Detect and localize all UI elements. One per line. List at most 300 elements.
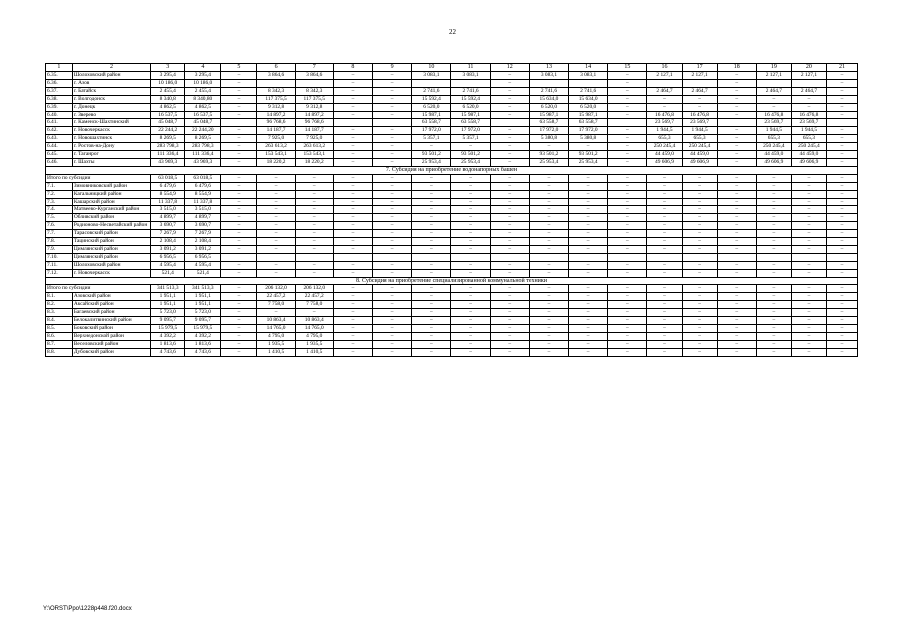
value-cell (608, 119, 647, 127)
value-cell (682, 253, 717, 261)
value-cell: – (717, 198, 756, 206)
value-cell: – (373, 309, 412, 317)
value-cell: 93 501,2 (412, 151, 451, 159)
value-cell: 111 336,4 (151, 151, 185, 159)
value-cell: – (333, 214, 372, 222)
value-cell: 93 501,2 (569, 151, 608, 159)
value-cell: – (791, 245, 826, 253)
value-cell: 16 476,8 (682, 111, 717, 119)
value-cell: – (647, 293, 682, 301)
value-cell: – (333, 293, 372, 301)
value-cell (490, 119, 529, 127)
value-cell: – (490, 269, 529, 277)
value-cell: 7 267,9 (185, 230, 221, 238)
row-number-cell: 6.44. (46, 143, 73, 151)
value-cell: 1 951,1 (151, 301, 185, 309)
value-cell: – (373, 174, 412, 182)
page-number: 22 (449, 28, 456, 36)
value-cell: – (221, 261, 257, 269)
value-cell: – (373, 182, 412, 190)
value-cell: – (791, 325, 826, 333)
column-number-cell: 21 (826, 64, 857, 72)
value-cell: 117 375,5 (295, 95, 333, 103)
value-cell: – (647, 245, 682, 253)
value-cell: 3 083,1 (451, 72, 490, 80)
value-cell: – (756, 190, 791, 198)
section-header-row (46, 277, 858, 285)
value-cell: 6 479,6 (185, 182, 221, 190)
value-cell: – (647, 214, 682, 222)
value-cell: – (257, 238, 295, 246)
value-cell: – (257, 190, 295, 198)
value-cell: – (221, 332, 257, 340)
value-cell: – (682, 206, 717, 214)
value-cell: 15 987,1 (412, 111, 451, 119)
value-cell: 9 312,8 (295, 103, 333, 111)
value-cell: 63 558,7 (451, 119, 490, 127)
value-cell: – (490, 340, 529, 348)
row-number-cell: 8.1. (46, 293, 73, 301)
column-number-cell: 16 (647, 64, 682, 72)
value-cell: 8 269,5 (151, 135, 185, 143)
value-cell: – (647, 261, 682, 269)
value-cell: 2 741,6 (451, 87, 490, 95)
value-cell: – (295, 182, 333, 190)
value-cell: 1 951,1 (185, 301, 221, 309)
value-cell: – (717, 182, 756, 190)
row-number-cell: 6.38. (46, 95, 73, 103)
municipality-name-cell: Цимлянский район (72, 245, 150, 253)
value-cell: – (717, 238, 756, 246)
value-cell: 111 336,4 (185, 151, 221, 159)
value-cell: 23 569,7 (682, 119, 717, 127)
subtotal-row (46, 285, 858, 293)
value-cell: 8 340,8 (151, 95, 185, 103)
value-cell: – (333, 222, 372, 230)
row-number-cell: 7.5. (46, 214, 73, 222)
value-cell: 2 127,1 (647, 72, 682, 80)
value-cell (529, 253, 568, 261)
value-cell: – (826, 238, 857, 246)
value-cell: – (647, 340, 682, 348)
value-cell: – (791, 238, 826, 246)
value-cell: 3 864,6 (295, 72, 333, 80)
municipality-name-cell: Родионово-Несветайский район (72, 222, 150, 230)
value-cell: – (826, 190, 857, 198)
value-cell: – (529, 198, 568, 206)
value-cell: – (373, 261, 412, 269)
value-cell: – (647, 198, 682, 206)
value-cell: – (791, 285, 826, 293)
column-number-cell: 6 (257, 64, 295, 72)
value-cell: 1 935,5 (257, 340, 295, 348)
value-cell: 3 295,4 (151, 72, 185, 80)
value-cell: – (373, 348, 412, 356)
value-cell: 1 944,5 (756, 127, 791, 135)
value-cell: – (451, 269, 490, 277)
value-cell: 2 741,6 (412, 87, 451, 95)
value-cell: 2 127,1 (791, 72, 826, 80)
column-number-cell: 20 (791, 64, 826, 72)
value-cell: 6 520,0 (451, 103, 490, 111)
table-row (46, 79, 858, 87)
value-cell: – (412, 269, 451, 277)
value-cell: – (717, 135, 756, 143)
value-cell: – (647, 222, 682, 230)
value-cell: 9 095,7 (185, 317, 221, 325)
value-cell: – (569, 206, 608, 214)
value-cell: – (333, 182, 372, 190)
value-cell: 6 479,6 (151, 182, 185, 190)
value-cell: – (295, 269, 333, 277)
value-cell: 23 569,7 (791, 119, 826, 127)
value-cell: 7 925,0 (257, 135, 295, 143)
value-cell: – (529, 293, 568, 301)
value-cell: – (295, 245, 333, 253)
value-cell: 22 457,2 (295, 293, 333, 301)
value-cell (221, 253, 257, 261)
table-row (46, 127, 858, 135)
value-cell: – (221, 72, 257, 80)
value-cell: – (682, 293, 717, 301)
value-cell: – (647, 269, 682, 277)
value-cell: 63 558,7 (529, 119, 568, 127)
value-cell: 9 095,7 (151, 317, 185, 325)
value-cell: – (569, 198, 608, 206)
value-cell: – (717, 143, 756, 151)
value-cell: – (221, 245, 257, 253)
value-cell: – (221, 174, 257, 182)
value-cell: 8 554,9 (185, 190, 221, 198)
table-row (46, 190, 858, 198)
row-number-cell: 6.45. (46, 151, 73, 159)
value-cell (295, 253, 333, 261)
table-row (46, 87, 858, 95)
value-cell: – (608, 285, 647, 293)
municipality-name-cell: Аксайский район (72, 301, 150, 309)
value-cell: 3 515,0 (185, 206, 221, 214)
municipality-name-cell: г. Донецк (72, 103, 150, 111)
value-cell (569, 253, 608, 261)
value-cell: – (791, 269, 826, 277)
value-cell: – (647, 309, 682, 317)
value-cell: – (826, 348, 857, 356)
value-cell: – (333, 87, 372, 95)
value-cell: 3 295,4 (185, 72, 221, 80)
value-cell: – (490, 143, 529, 151)
value-cell (826, 253, 857, 261)
value-cell: – (682, 309, 717, 317)
value-cell: – (826, 72, 857, 80)
value-cell: – (608, 301, 647, 309)
value-cell: – (373, 222, 412, 230)
value-cell: – (490, 325, 529, 333)
subtotal-label: Итого по субсидии (46, 285, 151, 293)
value-cell: – (717, 214, 756, 222)
value-cell: 15 987,1 (569, 111, 608, 119)
value-cell: – (717, 95, 756, 103)
value-cell: – (608, 174, 647, 182)
value-cell: – (373, 95, 412, 103)
value-cell: – (295, 261, 333, 269)
value-cell: 10 863,4 (257, 317, 295, 325)
value-cell: – (295, 206, 333, 214)
value-cell: – (490, 158, 529, 166)
value-cell: – (717, 332, 756, 340)
value-cell: – (756, 230, 791, 238)
table-row (46, 293, 858, 301)
value-cell: – (717, 230, 756, 238)
value-cell: 4 392,2 (151, 332, 185, 340)
table-row (46, 135, 858, 143)
column-number-cell: 9 (373, 64, 412, 72)
value-cell: – (412, 261, 451, 269)
table-body (46, 64, 858, 357)
value-cell: – (221, 222, 257, 230)
value-cell: – (608, 190, 647, 198)
value-cell: – (333, 127, 372, 135)
value-cell: – (490, 174, 529, 182)
value-cell: – (333, 238, 372, 246)
value-cell: – (333, 143, 372, 151)
table-row (46, 119, 858, 127)
value-cell: – (608, 348, 647, 356)
value-cell: – (373, 190, 412, 198)
value-cell: 49 606,9 (647, 158, 682, 166)
value-cell: – (682, 103, 717, 111)
value-cell: – (412, 309, 451, 317)
value-cell: 25 953,4 (412, 158, 451, 166)
value-cell: – (490, 95, 529, 103)
table-row (46, 143, 858, 151)
value-cell: – (490, 87, 529, 95)
value-cell (412, 79, 451, 87)
value-cell (756, 79, 791, 87)
value-cell: – (717, 111, 756, 119)
value-cell: – (791, 95, 826, 103)
value-cell: – (333, 332, 372, 340)
municipality-name-cell: Белокалитвинский район (72, 317, 150, 325)
value-cell: – (373, 293, 412, 301)
value-cell: – (682, 198, 717, 206)
value-cell: – (373, 198, 412, 206)
value-cell: – (451, 182, 490, 190)
value-cell: – (756, 340, 791, 348)
value-cell: – (221, 285, 257, 293)
value-cell: – (490, 214, 529, 222)
value-cell: – (682, 182, 717, 190)
value-cell: 11 337,8 (185, 198, 221, 206)
value-cell: 6 520,0 (529, 103, 568, 111)
value-cell: – (608, 158, 647, 166)
value-cell: – (490, 127, 529, 135)
value-cell: – (373, 158, 412, 166)
value-cell: – (412, 245, 451, 253)
value-cell: – (756, 198, 791, 206)
value-cell: – (257, 206, 295, 214)
value-cell: – (826, 214, 857, 222)
value-cell: – (791, 317, 826, 325)
value-cell: 521,4 (151, 269, 185, 277)
value-cell: – (569, 285, 608, 293)
value-cell: – (717, 325, 756, 333)
value-cell: – (529, 182, 568, 190)
value-cell: 7 758,0 (295, 301, 333, 309)
value-cell: – (412, 182, 451, 190)
budget-table (45, 63, 858, 357)
value-cell: – (490, 103, 529, 111)
value-cell: – (412, 285, 451, 293)
value-cell: – (490, 72, 529, 80)
row-number-cell: 6.43. (46, 135, 73, 143)
value-cell: – (682, 190, 717, 198)
value-cell: – (608, 340, 647, 348)
row-number-cell: 7.11. (46, 261, 73, 269)
value-cell: – (756, 261, 791, 269)
value-cell: – (451, 261, 490, 269)
row-number-cell: 8.6. (46, 332, 73, 340)
value-cell: 44 459,0 (756, 151, 791, 159)
value-cell: – (647, 332, 682, 340)
value-cell: – (373, 111, 412, 119)
value-cell: – (490, 245, 529, 253)
value-cell (333, 253, 372, 261)
value-cell: 5 357,1 (451, 135, 490, 143)
value-cell: – (221, 151, 257, 159)
value-cell: 1 944,5 (682, 127, 717, 135)
value-cell: – (826, 79, 857, 87)
value-cell: 15 592,4 (412, 95, 451, 103)
table-row (46, 261, 858, 269)
value-cell: – (608, 79, 647, 87)
value-cell: – (221, 127, 257, 135)
value-cell: 44 459,0 (647, 151, 682, 159)
value-cell: – (451, 325, 490, 333)
row-number-cell: 6.35. (46, 72, 73, 80)
value-cell: – (569, 261, 608, 269)
value-cell: 283 798,3 (151, 143, 185, 151)
municipality-name-cell: Боковский район (72, 325, 150, 333)
table-row (46, 245, 858, 253)
value-cell: – (826, 301, 857, 309)
value-cell: – (333, 285, 372, 293)
table-row (46, 317, 858, 325)
value-cell: – (682, 238, 717, 246)
value-cell: 2 108,4 (151, 238, 185, 246)
value-cell (257, 79, 295, 87)
value-cell: 93 501,2 (529, 151, 568, 159)
section-header-row (46, 166, 858, 174)
value-cell: – (333, 151, 372, 159)
value-cell: – (717, 317, 756, 325)
value-cell: – (682, 301, 717, 309)
value-cell: – (608, 198, 647, 206)
value-cell: – (333, 103, 372, 111)
value-cell: 4 862,5 (185, 103, 221, 111)
value-cell: 3 083,1 (412, 72, 451, 80)
value-cell: – (756, 325, 791, 333)
value-cell: – (826, 293, 857, 301)
value-cell: 3 690,7 (185, 222, 221, 230)
municipality-name-cell: Тарасовский район (72, 230, 150, 238)
value-cell: 3 091,2 (151, 245, 185, 253)
value-cell: – (529, 214, 568, 222)
row-number-cell: 7.9. (46, 245, 73, 253)
value-cell: – (412, 143, 451, 151)
value-cell: 4 595,4 (185, 261, 221, 269)
value-cell: – (490, 206, 529, 214)
municipality-name-cell: Дубовский район (72, 348, 150, 356)
value-cell: – (791, 301, 826, 309)
value-cell: – (647, 103, 682, 111)
value-cell: 1 813,6 (151, 340, 185, 348)
value-cell: – (682, 269, 717, 277)
value-cell: – (451, 198, 490, 206)
footer-file-path: Y:\ORST\Ppo\1228p448.f20.docx (43, 606, 132, 612)
value-cell: 22 244,20 (185, 127, 221, 135)
row-number-cell: 7.3. (46, 198, 73, 206)
value-cell: – (221, 340, 257, 348)
value-cell: – (529, 230, 568, 238)
value-cell: – (826, 325, 857, 333)
value-cell: – (682, 332, 717, 340)
table-row (46, 95, 858, 103)
value-cell: – (717, 151, 756, 159)
value-cell: – (647, 230, 682, 238)
value-cell: – (756, 309, 791, 317)
value-cell: – (221, 206, 257, 214)
value-cell: – (826, 269, 857, 277)
value-cell: 206 132,0 (295, 285, 333, 293)
value-cell: – (373, 87, 412, 95)
value-cell: – (333, 135, 372, 143)
value-cell: 15 987,1 (451, 111, 490, 119)
value-cell: – (569, 222, 608, 230)
row-number-cell: 8.4. (46, 317, 73, 325)
value-cell: – (756, 285, 791, 293)
value-cell: – (333, 340, 372, 348)
value-cell: – (826, 206, 857, 214)
value-cell: – (791, 230, 826, 238)
column-number-cell: 19 (756, 64, 791, 72)
value-cell: – (717, 340, 756, 348)
municipality-name-cell: г. Ростов-на-Дону (72, 143, 150, 151)
value-cell: – (608, 325, 647, 333)
table-row (46, 206, 858, 214)
column-number-cell: 3 (151, 64, 185, 72)
value-cell: – (221, 301, 257, 309)
municipality-name-cell: Верхнедонской район (72, 332, 150, 340)
value-cell: – (608, 151, 647, 159)
value-cell: – (717, 103, 756, 111)
value-cell: – (529, 309, 568, 317)
value-cell: – (333, 325, 372, 333)
value-cell: 153 543,1 (257, 151, 295, 159)
row-number-cell: 6.40. (46, 111, 73, 119)
value-cell: – (647, 301, 682, 309)
value-cell: – (569, 238, 608, 246)
value-cell: 5 380,8 (529, 135, 568, 143)
value-cell: – (490, 198, 529, 206)
value-cell: – (608, 269, 647, 277)
value-cell: – (569, 293, 608, 301)
value-cell: 45 048,7 (185, 119, 221, 127)
value-cell: – (826, 151, 857, 159)
value-cell: – (791, 174, 826, 182)
value-cell: – (756, 222, 791, 230)
value-cell: – (490, 182, 529, 190)
value-cell: – (756, 293, 791, 301)
